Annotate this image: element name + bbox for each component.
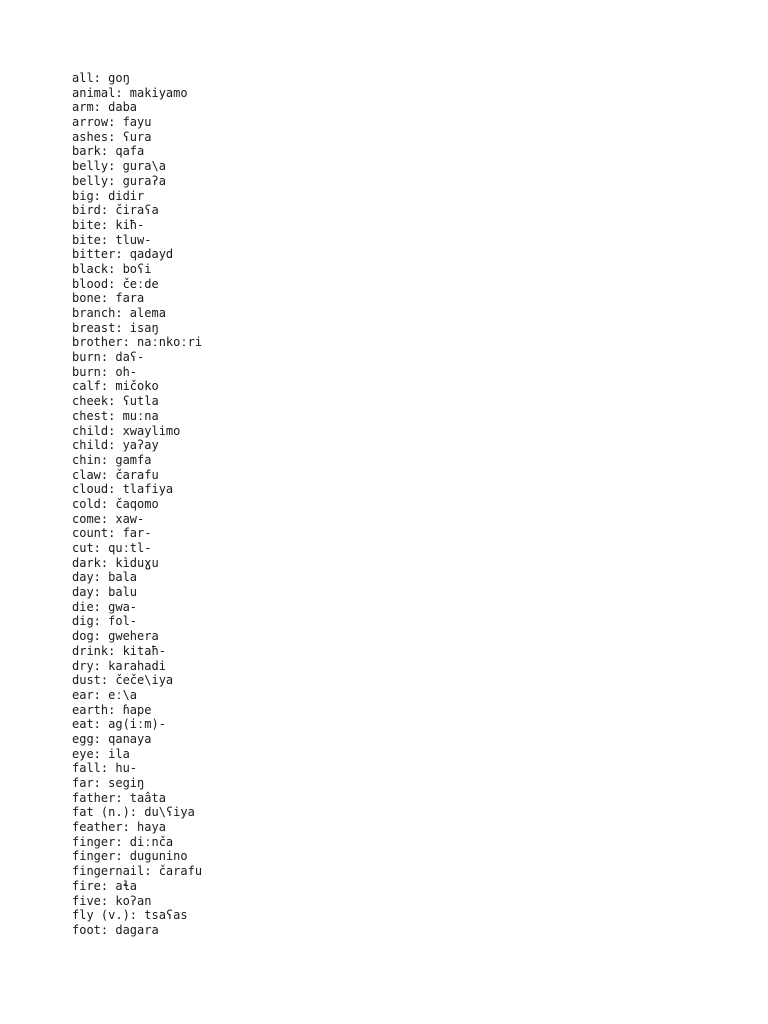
word-entry: cloud: tlafiya <box>72 482 174 497</box>
word-entry: count: far- <box>72 526 152 541</box>
word-entry: cold: čaqomo <box>72 496 159 511</box>
word-entry: bark: qafa <box>72 144 145 159</box>
word-entry: feather: haya <box>72 820 166 835</box>
word-entry: claw: čarafu <box>72 467 159 482</box>
word-entry: chin: gamfa <box>72 452 152 467</box>
word-entry: die: gwa- <box>72 599 138 614</box>
word-entry: arm: daba <box>72 100 138 115</box>
word-entry: father: taâta <box>72 790 166 805</box>
word-entry: dust: čeče\iya <box>72 673 174 688</box>
word-entry: belly: gura\a <box>72 159 166 174</box>
word-entry: foot: dagara <box>72 922 159 937</box>
word-entry: eye: ila <box>72 746 130 761</box>
word-entry: five: koʔan <box>72 893 152 908</box>
word-entry: cheek: ʕutla <box>72 394 159 409</box>
word-entry: fly (v.): tsaʕas <box>72 908 188 923</box>
word-entry: animal: makiyamo <box>72 85 188 100</box>
word-entry: cut: quːtl- <box>72 541 152 555</box>
word-entry: breast: isaŋ <box>72 320 159 335</box>
word-entry: child: xwaylimo <box>72 423 181 438</box>
word-entry: ear: eː\a <box>72 687 138 702</box>
word-entry: fat (n.): du\ʕiya <box>72 805 195 820</box>
word-entry: arrow: fayu <box>72 115 152 130</box>
word-entry: fire: aɬa <box>72 878 138 893</box>
word-entry: chest: muːna <box>72 408 159 423</box>
word-entry: bird: čiraʕa <box>72 203 159 218</box>
word-list <box>72 71 202 938</box>
word-entry: finger: diːnča <box>72 834 174 849</box>
word-entry: dry: karahadi <box>72 658 166 673</box>
word-entry: burn: oh- <box>72 364 138 379</box>
word-entry: bone: fara <box>72 291 145 306</box>
word-entry: day: bala <box>72 570 138 585</box>
word-entry: fingernail: čarafu <box>72 864 203 879</box>
word-entry: fall: hu- <box>72 761 138 776</box>
word-entry: egg: qanaya <box>72 731 152 746</box>
word-entry: drink: kitaħ- <box>72 643 166 658</box>
word-entry: bite: kiħ- <box>72 217 145 232</box>
word-entry: finger: dugunino <box>72 849 188 864</box>
word-entry: big: didir <box>72 188 145 203</box>
word-entry: bitter: qadayd <box>72 247 174 262</box>
word-entry: ashes: ʕura <box>72 129 152 144</box>
word-entry: earth: ɦape <box>72 702 152 717</box>
word-entry: eat: ag(iːm)- <box>72 717 166 732</box>
word-entry: black: boʕi <box>72 261 152 276</box>
word-entry: come: xaw- <box>72 511 145 526</box>
word-entry: dog: gwehera <box>72 629 159 644</box>
word-entry: dark: kìduɣu <box>72 555 159 570</box>
word-entry: blood: čeːde <box>72 276 159 291</box>
word-entry: dig: fol- <box>72 614 138 629</box>
word-entry: brother: naːnkoːri <box>72 335 203 350</box>
word-entry: day: balu <box>72 585 138 600</box>
word-entry: bite: tluw- <box>72 232 152 247</box>
word-entry: far: segiŋ <box>72 776 145 790</box>
word-entry: burn: daʕ- <box>72 350 145 365</box>
word-entry: calf: mičoko <box>72 379 159 394</box>
word-entry: belly: guraʔa <box>72 173 166 188</box>
word-entry: child: yaʔay <box>72 438 159 453</box>
word-entry: all: goŋ <box>72 71 130 85</box>
word-entry: branch: alema <box>72 306 166 320</box>
